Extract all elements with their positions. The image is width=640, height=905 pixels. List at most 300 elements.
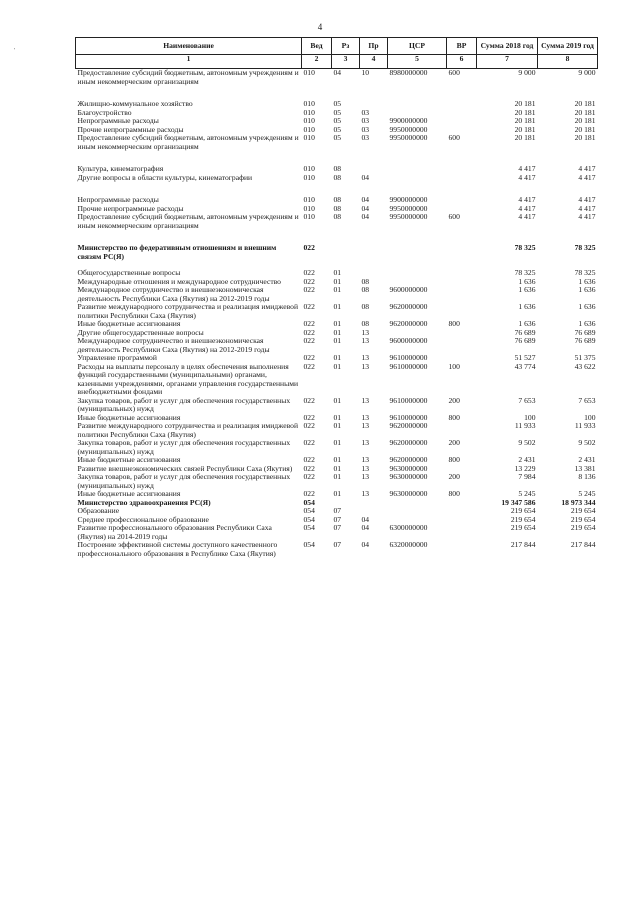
cell-name: Развитие международного сотрудничества и реализация имиджевой политики Республики Саха (Якутия) — [77, 302, 299, 320]
cell-pr: 13 — [361, 438, 370, 447]
cell-csr: 9900000000 — [389, 116, 428, 125]
spacer-cell — [76, 182, 598, 196]
cell-sum-2018: 9 502 — [518, 438, 536, 447]
header-vr: ВР — [447, 38, 477, 55]
cell-ved: 022 — [303, 336, 315, 345]
cell-pr: 03 — [361, 107, 370, 117]
cell-vr — [447, 174, 477, 183]
cell-rz: 01 — [333, 438, 342, 447]
cell-vr — [447, 303, 477, 320]
cell-sum-2018: 1 636 — [518, 276, 536, 286]
cell-sum-2018: 9 000 — [518, 68, 536, 77]
header-pr: Пр — [360, 38, 388, 55]
cell-sum-2019: 20 181 — [574, 133, 596, 142]
cell-sum-2018: 19 347 586 — [501, 497, 536, 507]
cell-name: Развитие международного сотрудничества и реализация имиджевой политики Республики Саха (Якутия) — [77, 421, 299, 439]
cell-sum-2019: 4 417 — [578, 212, 596, 221]
cell-name: Международное сотрудничество и внешнеэкономическая деятельность Республики Саха (Якутия) на 2012-2019 годы — [77, 285, 270, 303]
cell-name: Предоставление субсидий бюджетным, автономным учреждениям и иным некоммерческим организациям — [77, 133, 299, 151]
cell-csr: 9610000000 — [389, 395, 428, 405]
cell-rz: 01 — [333, 327, 342, 337]
cell-pr: 13 — [361, 489, 370, 498]
spacer-cell — [76, 86, 598, 100]
cell-name: Расходы на выплаты персоналу в целях обеспечения выполнения функций государственными (муниципальными) органами, казенными учреждениями, органами управления государственными внебюджетными фондами — [77, 361, 299, 396]
cell-rz: 04 — [333, 68, 342, 77]
cell-pr: 13 — [361, 336, 370, 345]
cell-name: Непрограммные расходы — [77, 195, 159, 204]
cell-vr: 800 — [448, 455, 460, 464]
table-row — [76, 422, 598, 439]
cell-name: Построение эффективной системы доступного качественного профессионального образования в Республике Саха (Якутия) — [77, 540, 278, 558]
cell-sum-2019: 4 417 — [578, 195, 596, 204]
cell-vr: 600 — [448, 212, 460, 221]
cell-sum-2018: 1 636 — [518, 319, 536, 328]
cell-vr — [447, 196, 477, 205]
cell-vr — [447, 541, 477, 558]
spacer-row — [76, 86, 598, 100]
cell-rz: 07 — [333, 514, 342, 524]
cell-sum-2019: 20 181 — [574, 124, 596, 134]
cell-pr: 13 — [361, 412, 370, 422]
cell-rz: 07 — [333, 523, 342, 532]
cell-ved: 022 — [303, 353, 315, 362]
cell-ved: 010 — [303, 212, 315, 221]
cell-name: Закупка товаров, работ и услуг для обеспечения государственных (муниципальных) нужд — [77, 472, 291, 490]
cell-name: Культура, кинематография — [77, 164, 164, 173]
cell-pr: 04 — [361, 523, 370, 532]
cell-sum-2019: 76 689 — [574, 336, 596, 345]
cell-csr: 9620000000 — [389, 421, 428, 430]
cell-name: Министерство по федеративным отношениям и внешним связям РС(Я) — [77, 243, 277, 261]
cell-pr: 03 — [361, 116, 370, 125]
spacer-row — [76, 151, 598, 165]
cell-rz: 07 — [333, 506, 342, 515]
cell-csr: 9620000000 — [389, 455, 428, 464]
table-row — [76, 363, 598, 397]
cell-rz: 01 — [333, 489, 342, 498]
cell-sum-2019: 219 654 — [570, 506, 596, 515]
column-number: 6 — [447, 55, 477, 69]
cell-ved: 054 — [303, 540, 315, 549]
column-number: 7 — [477, 55, 538, 69]
cell-pr — [360, 499, 388, 508]
cell-sum-2019: 1 636 — [578, 319, 596, 328]
header-row — [76, 38, 598, 55]
column-number: 4 — [360, 55, 388, 69]
cell-sum-2018: 2 431 — [518, 455, 536, 464]
cell-vr — [447, 329, 477, 338]
cell-name: Иные бюджетные ассигнования — [77, 455, 181, 464]
cell-ved: 010 — [303, 203, 315, 213]
cell-sum-2018: 219 654 — [510, 523, 536, 532]
column-number: 1 — [76, 55, 302, 69]
cell-rz: 08 — [333, 172, 342, 182]
header-ved: Вед — [302, 38, 332, 55]
cell-csr — [388, 507, 447, 516]
cell-rz: 01 — [333, 395, 342, 405]
column-number-row — [76, 55, 598, 69]
cell-rz: 01 — [333, 336, 342, 345]
cell-pr: 13 — [361, 472, 370, 481]
cell-pr: 13 — [361, 463, 370, 473]
cell-rz: 08 — [333, 195, 342, 204]
cell-rz: 01 — [333, 421, 342, 430]
cell-ved: 022 — [303, 243, 315, 252]
header-rz: Рз — [332, 38, 360, 55]
cell-sum-2019: 219 654 — [570, 523, 596, 532]
cell-rz: 01 — [333, 276, 342, 286]
cell-ved: 010 — [303, 124, 315, 134]
cell-csr: 9600000000 — [389, 336, 428, 345]
cell-vr: 200 — [448, 472, 460, 481]
cell-vr: 800 — [448, 489, 460, 498]
spacer-cell — [76, 230, 598, 244]
cell-vr — [447, 286, 477, 303]
cell-rz: 01 — [333, 361, 342, 371]
cell-ved: 022 — [303, 327, 315, 337]
cell-ved: 022 — [303, 361, 315, 371]
cell-rz: 08 — [333, 164, 342, 173]
cell-name: Среднее профессиональное образование — [77, 514, 209, 524]
budget-table — [75, 37, 598, 558]
cell-ved: 022 — [303, 285, 315, 294]
cell-ved: 022 — [303, 463, 315, 473]
cell-ved: 010 — [303, 164, 315, 173]
table-row — [76, 473, 598, 490]
cell-csr — [388, 499, 447, 508]
cell-sum-2018: 20 181 — [514, 133, 536, 142]
cell-ved: 054 — [303, 506, 315, 515]
cell-ved: 022 — [303, 489, 315, 498]
cell-sum-2018: 13 229 — [514, 463, 536, 473]
table-row — [76, 439, 598, 456]
cell-csr — [388, 244, 447, 261]
cell-sum-2019: 9 502 — [578, 438, 596, 447]
cell-vr — [447, 109, 477, 118]
cell-vr — [447, 499, 477, 508]
cell-sum-2018: 20 181 — [514, 99, 536, 108]
cell-sum-2018: 7 653 — [518, 395, 536, 405]
cell-rz: 05 — [333, 124, 342, 134]
cell-csr: 9610000000 — [389, 353, 428, 362]
cell-sum-2019: 4 417 — [578, 203, 596, 213]
cell-rz — [332, 244, 360, 261]
column-number: 8 — [538, 55, 598, 69]
cell-vr — [447, 269, 477, 278]
cell-vr — [447, 337, 477, 354]
cell-pr: 13 — [361, 353, 370, 362]
cell-vr: 600 — [448, 68, 460, 77]
cell-ved: 054 — [303, 514, 315, 524]
cell-sum-2019: 217 844 — [570, 540, 596, 549]
cell-name: Закупка товаров, работ и услуг для обеспечения государственных (муниципальных) нужд — [77, 438, 291, 456]
cell-ved: 010 — [303, 172, 315, 182]
spacer-row — [76, 182, 598, 196]
cell-vr — [447, 117, 477, 126]
cell-vr — [447, 165, 477, 174]
cell-name: Развитие профессионального образования Республики Саха (Якутия) на 2014-2019 годы — [77, 523, 272, 541]
column-number: 2 — [302, 55, 332, 69]
cell-vr: 800 — [448, 412, 460, 422]
cell-vr — [447, 524, 477, 541]
cell-vr — [447, 278, 477, 287]
cell-name: Прочие непрограммные расходы — [77, 124, 184, 134]
spacer-row — [76, 230, 598, 244]
cell-ved: 022 — [303, 421, 315, 430]
cell-sum-2018: 5 245 — [518, 489, 536, 498]
table-row — [76, 303, 598, 320]
cell-vr: 200 — [448, 395, 460, 405]
cell-sum-2018: 51 527 — [514, 353, 536, 362]
cell-csr — [388, 100, 447, 109]
cell-sum-2018: 4 417 — [518, 164, 536, 173]
cell-pr: 04 — [361, 203, 370, 213]
table-row — [76, 541, 598, 558]
cell-csr: 9950000000 — [389, 212, 428, 221]
cell-pr: 08 — [361, 302, 370, 311]
cell-csr — [388, 269, 447, 278]
cell-csr: 9950000000 — [389, 133, 428, 142]
cell-sum-2019: 18 973 344 — [561, 497, 596, 507]
cell-sum-2019: 78 325 — [574, 243, 596, 252]
cell-sum-2018: 219 654 — [510, 514, 536, 524]
cell-csr: 9610000000 — [389, 412, 428, 422]
cell-ved: 022 — [303, 319, 315, 328]
cell-sum-2018: 4 417 — [518, 172, 536, 182]
cell-sum-2018: 100 — [524, 412, 536, 422]
cell-pr: 08 — [361, 319, 370, 328]
cell-pr: 04 — [361, 172, 370, 182]
header-sum-2019: Сумма 2019 год — [538, 38, 598, 55]
cell-rz: 01 — [333, 463, 342, 473]
cell-sum-2019: 20 181 — [574, 107, 596, 117]
cell-csr: 9630000000 — [389, 472, 428, 481]
cell-pr — [360, 244, 388, 261]
table-row — [76, 244, 598, 261]
cell-rz: 01 — [333, 353, 342, 362]
cell-sum-2019: 4 417 — [578, 172, 596, 182]
cell-ved: 054 — [303, 523, 315, 532]
cell-sum-2018: 219 654 — [510, 506, 536, 515]
cell-rz: 05 — [333, 133, 342, 142]
cell-vr — [447, 516, 477, 525]
cell-sum-2019: 9 000 — [578, 68, 596, 77]
cell-pr: 04 — [361, 195, 370, 204]
cell-sum-2019: 1 636 — [578, 302, 596, 311]
cell-pr: 03 — [361, 124, 370, 134]
cell-sum-2019: 7 653 — [578, 395, 596, 405]
table-row — [76, 174, 598, 183]
cell-ved: 022 — [303, 268, 315, 277]
cell-sum-2018: 76 689 — [514, 327, 536, 337]
cell-rz: 08 — [333, 203, 342, 213]
cell-sum-2018: 20 181 — [514, 124, 536, 134]
cell-ved: 010 — [303, 195, 315, 204]
cell-csr: 6300000000 — [389, 523, 428, 532]
cell-pr: 10 — [361, 68, 370, 77]
cell-pr: 04 — [361, 212, 370, 221]
cell-pr: 03 — [361, 133, 370, 142]
cell-sum-2019: 2 431 — [578, 455, 596, 464]
cell-pr: 04 — [361, 540, 370, 549]
cell-rz: 01 — [333, 319, 342, 328]
cell-sum-2018: 20 181 — [514, 107, 536, 117]
cell-name: Другие вопросы в области культуры, кинематографии — [77, 172, 253, 182]
cell-name: Закупка товаров, работ и услуг для обеспечения государственных (муниципальных) нужд — [77, 395, 291, 413]
table-row — [76, 213, 598, 230]
cell-csr: 9950000000 — [389, 124, 428, 134]
cell-sum-2019: 1 636 — [578, 276, 596, 286]
cell-name: Предоставление субсидий бюджетным, автономным учреждениям и иным некоммерческим организациям — [77, 68, 299, 86]
cell-csr: 6320000000 — [389, 540, 428, 549]
cell-sum-2018: 1 636 — [518, 302, 536, 311]
cell-name: Иные бюджетные ассигнования — [77, 412, 181, 422]
cell-pr: 13 — [361, 395, 370, 405]
cell-sum-2018: 20 181 — [514, 116, 536, 125]
cell-name: Общегосударственные вопросы — [77, 268, 181, 277]
cell-csr: 9620000000 — [389, 302, 428, 311]
margin-mark: ' — [14, 48, 16, 54]
cell-ved: 010 — [303, 68, 315, 77]
cell-rz: 01 — [333, 302, 342, 311]
cell-ved: 022 — [303, 276, 315, 286]
cell-name: Непрограммные расходы — [77, 116, 159, 125]
table-row — [76, 397, 598, 414]
cell-csr: 9630000000 — [389, 489, 428, 498]
cell-sum-2019: 1 636 — [578, 285, 596, 294]
cell-csr: 9620000000 — [389, 319, 428, 328]
cell-name: Предоставление субсидий бюджетным, автономным учреждениям и иным некоммерческим организациям — [77, 212, 299, 230]
cell-sum-2019: 219 654 — [570, 514, 596, 524]
cell-ved: 010 — [303, 99, 315, 108]
cell-sum-2019: 51 375 — [574, 353, 596, 362]
cell-sum-2019: 20 181 — [574, 116, 596, 125]
cell-sum-2018: 4 417 — [518, 212, 536, 221]
cell-name: Международное сотрудничество и внешнеэкономическая деятельность Республики Саха (Якутия) на 2012-2019 годы — [77, 336, 270, 354]
table-row — [76, 286, 598, 303]
cell-sum-2018: 78 325 — [514, 243, 536, 252]
column-number: 5 — [388, 55, 447, 69]
cell-csr: 9610000000 — [389, 361, 428, 371]
cell-pr: 08 — [361, 285, 370, 294]
cell-name: Международные отношения и международное сотрудничество — [77, 276, 281, 286]
cell-name: Благоустройство — [77, 107, 132, 117]
cell-name: Развитие внешнеэкономических связей Республики Саха (Якутия) — [77, 463, 293, 473]
cell-name: Управление программой — [77, 353, 157, 362]
cell-name: Образование — [77, 506, 120, 515]
cell-csr: 9600000000 — [389, 285, 428, 294]
cell-ved: 022 — [303, 438, 315, 447]
cell-sum-2018: 217 844 — [510, 540, 536, 549]
cell-sum-2018: 7 984 — [518, 472, 536, 481]
cell-sum-2019: 100 — [584, 412, 596, 422]
table-row — [76, 69, 598, 87]
cell-pr: 13 — [361, 327, 370, 337]
cell-sum-2019: 5 245 — [578, 489, 596, 498]
cell-sum-2019: 8 136 — [578, 472, 596, 481]
cell-rz: 01 — [333, 412, 342, 422]
cell-ved: 022 — [303, 302, 315, 311]
cell-name: Другие общегосударственные вопросы — [77, 327, 204, 337]
cell-sum-2018: 4 417 — [518, 203, 536, 213]
cell-ved: 054 — [303, 497, 315, 507]
cell-sum-2018: 43 774 — [514, 361, 536, 371]
cell-name: Иные бюджетные ассигнования — [77, 489, 181, 498]
cell-csr: 9630000000 — [389, 463, 428, 473]
cell-ved: 010 — [303, 116, 315, 125]
cell-name: Иные бюджетные ассигнования — [77, 319, 181, 328]
page-number: 4 — [317, 22, 323, 32]
table-row — [76, 134, 598, 151]
cell-csr — [388, 165, 447, 174]
cell-sum-2018: 4 417 — [518, 195, 536, 204]
cell-sum-2019: 13 381 — [574, 463, 596, 473]
cell-pr: 13 — [361, 455, 370, 464]
cell-vr — [447, 244, 477, 261]
cell-ved: 022 — [303, 455, 315, 464]
cell-sum-2018: 76 689 — [514, 336, 536, 345]
cell-vr: 100 — [448, 361, 460, 371]
header-csr: ЦСР — [388, 38, 447, 55]
cell-rz: 08 — [333, 212, 342, 221]
cell-ved: 022 — [303, 472, 315, 481]
cell-ved: 022 — [303, 395, 315, 405]
cell-ved: 010 — [303, 133, 315, 142]
cell-rz: 05 — [333, 116, 342, 125]
table-body — [76, 69, 598, 559]
header-sum-2018: Сумма 2018 год — [477, 38, 538, 55]
cell-rz: 07 — [333, 540, 342, 549]
cell-csr: 9900000000 — [389, 195, 428, 204]
cell-sum-2019: 20 181 — [574, 99, 596, 108]
cell-rz: 01 — [333, 268, 342, 277]
cell-rz: 01 — [333, 455, 342, 464]
cell-csr: 9950000000 — [389, 203, 428, 213]
cell-pr: 13 — [361, 421, 370, 430]
cell-rz: 01 — [333, 472, 342, 481]
cell-vr: 800 — [448, 319, 460, 328]
cell-pr: 08 — [361, 276, 370, 286]
cell-sum-2019: 43 622 — [574, 361, 596, 371]
cell-name: Жилищно-коммунальное хозяйство — [77, 99, 193, 108]
cell-sum-2018: 11 933 — [514, 421, 536, 430]
cell-vr: 200 — [448, 438, 460, 447]
cell-csr — [388, 174, 447, 183]
spacer-cell — [76, 151, 598, 165]
table-row — [76, 524, 598, 541]
cell-pr: 04 — [361, 514, 370, 524]
cell-rz: 05 — [333, 107, 342, 117]
cell-pr: 13 — [361, 361, 370, 371]
cell-sum-2019: 11 933 — [574, 421, 596, 430]
cell-vr — [447, 507, 477, 516]
cell-sum-2018: 78 325 — [514, 268, 536, 277]
cell-rz: 01 — [333, 285, 342, 294]
cell-sum-2019: 78 325 — [574, 268, 596, 277]
header-name: Наименование — [76, 38, 302, 55]
cell-name: Министерство здравоохранения РС(Я) — [77, 497, 211, 507]
cell-sum-2018: 1 636 — [518, 285, 536, 294]
cell-vr: 600 — [448, 133, 460, 142]
cell-csr: 9620000000 — [389, 438, 428, 447]
cell-csr: 8980000000 — [389, 68, 428, 77]
cell-vr — [447, 422, 477, 439]
cell-ved: 010 — [303, 107, 315, 117]
cell-rz: 05 — [333, 99, 342, 108]
cell-sum-2019: 76 689 — [574, 327, 596, 337]
cell-vr — [447, 100, 477, 109]
cell-sum-2019: 4 417 — [578, 164, 596, 173]
